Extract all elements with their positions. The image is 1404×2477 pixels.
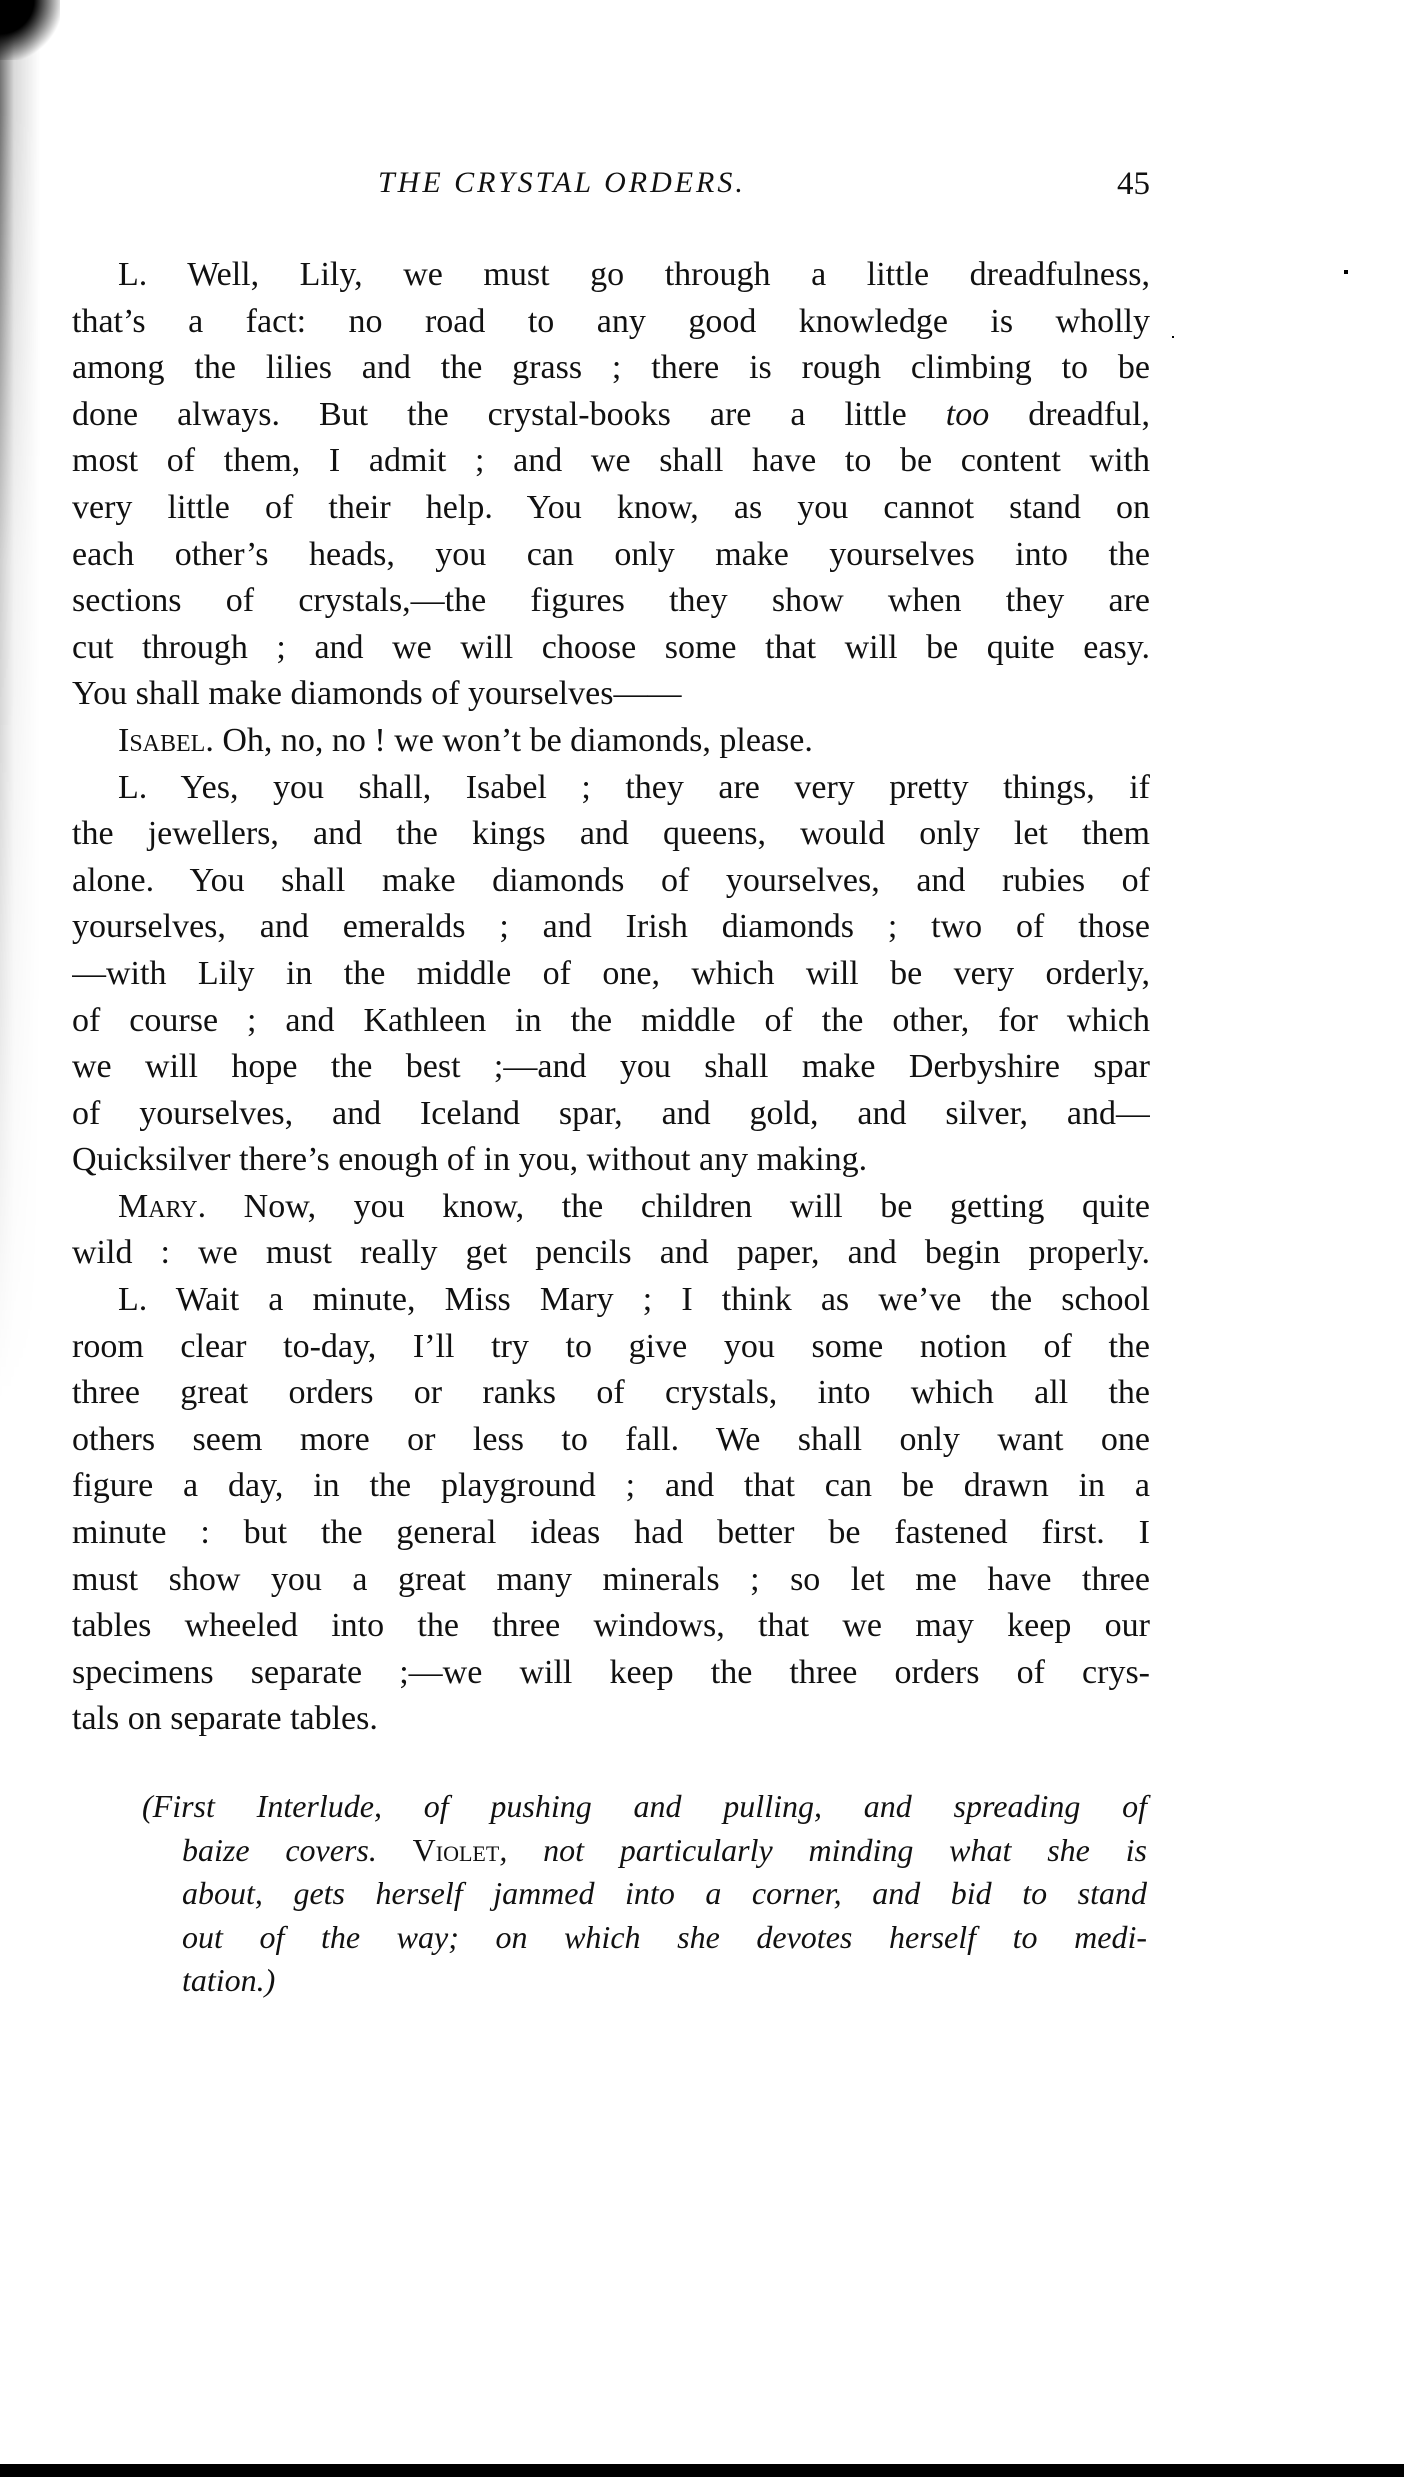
text-segment: very little of their help. You know, as you cannot stand on <box>72 488 1150 526</box>
text-segment: You shall make diamonds of yourselves—— <box>72 675 682 713</box>
text-line <box>142 1829 1147 1873</box>
speaker-name: Violet <box>412 1831 500 1868</box>
text-line <box>72 1370 1150 1417</box>
text-segment: (First Interlude, of pushing and pulling, and spreading of <box>142 1788 1147 1824</box>
text-segment: too <box>945 395 990 433</box>
text-segment: that’s a fact: no road to any good knowledge is wholly <box>72 302 1150 340</box>
text-line <box>142 1959 1147 2003</box>
text-line <box>72 1230 1150 1277</box>
text-line <box>72 1044 1150 1091</box>
page-corner-shadow <box>0 0 60 60</box>
text-segment: L. Well, Lily, we must go through a little dreadfulness, <box>118 256 1150 293</box>
speaker-name: Isabel. <box>118 721 214 759</box>
text-segment: done always. But the crystal-books are a little <box>72 395 946 433</box>
text-segment: Now, you know, the children will be getting quite <box>206 1187 1150 1225</box>
text-line <box>72 811 1150 858</box>
text-line <box>72 1557 1150 1604</box>
text-line <box>142 1872 1147 1916</box>
text-line <box>72 1696 1150 1743</box>
scan-bottom-edge <box>0 2464 1404 2477</box>
scan-speck <box>1172 336 1174 338</box>
text-segment: most of them, I admit ; and we shall have to be content with <box>72 442 1150 480</box>
text-segment: L. Wait a minute, Miss Mary ; I think as we’ve the school <box>118 1281 1150 1319</box>
text-segment: dreadful, <box>989 395 1150 433</box>
text-line <box>72 485 1150 532</box>
chapter-title: THE CRYSTAL ORDERS. <box>378 166 746 199</box>
text-segment: sections of crystals,—the figures they show when they are <box>72 582 1150 620</box>
text-segment: about, gets herself jammed into a corner, and bid to stand <box>182 1875 1147 1911</box>
text-line <box>72 718 1150 765</box>
text-segment: others seem more or less to fall. We shall only want one <box>72 1420 1150 1458</box>
text-line <box>72 1463 1150 1510</box>
text-line <box>72 1277 1150 1324</box>
text-line <box>72 345 1150 392</box>
text-segment: minute : but the general ideas had better be fastened first. I <box>72 1514 1150 1552</box>
text-line <box>72 951 1150 998</box>
text-line <box>72 438 1150 485</box>
text-segment: tals on separate tables. <box>72 1700 378 1738</box>
text-segment: L. Yes, you shall, Isabel ; they are very pretty things, if <box>118 768 1150 806</box>
text-line <box>72 1324 1150 1371</box>
text-line <box>72 858 1150 905</box>
text-segment: out of the way; on which she devotes herself to medi- <box>182 1918 1147 1955</box>
text-segment: wild : we must really get pencils and paper, and begin properly. <box>72 1234 1150 1272</box>
speaker-name: Mary. <box>118 1187 207 1225</box>
text-segment: Quicksilver there’s enough of in you, without any making. <box>72 1141 868 1179</box>
text-line <box>72 252 1150 299</box>
text-line <box>72 1603 1150 1650</box>
text-segment: three great orders or ranks of crystals, into which all the <box>72 1374 1150 1412</box>
text-segment: Oh, no, no ! we won’t be diamonds, please. <box>213 721 813 759</box>
text-segment: yourselves, and emeralds ; and Irish diamonds ; two of those <box>72 908 1150 946</box>
running-head <box>72 166 1150 206</box>
text-segment: the jewellers, and the kings and queens, would only let them <box>72 815 1150 853</box>
text-segment: room clear to-day, I’ll try to give you some notion of the <box>72 1327 1150 1365</box>
text-segment: specimens separate ;—we will keep the three orders of crys- <box>72 1653 1150 1691</box>
text-segment: cut through ; and we will choose some that will be quite easy. <box>72 628 1150 666</box>
text-line <box>72 392 1150 439</box>
text-line <box>72 1650 1150 1697</box>
text-line <box>142 1785 1147 1829</box>
text-line <box>72 904 1150 951</box>
stage-direction-interlude <box>142 1785 1147 2003</box>
text-segment: figure a day, in the playground ; and that can be drawn in a <box>72 1467 1150 1505</box>
text-segment: among the lilies and the grass ; there is rough climbing to be <box>72 349 1150 387</box>
text-segment: we will hope the best ;—and you shall make Derbyshire spar <box>72 1048 1150 1086</box>
text-line <box>72 1417 1150 1464</box>
text-segment: tables wheeled into the three windows, that we may keep our <box>72 1607 1150 1645</box>
text-line <box>72 1184 1150 1231</box>
text-line <box>72 765 1150 812</box>
text-segment: —with Lily in the middle of one, which will be very orderly, <box>72 954 1150 992</box>
text-line <box>142 1916 1147 1960</box>
text-line <box>72 578 1150 625</box>
scan-speck <box>1344 270 1348 274</box>
text-segment: tation.) <box>182 1962 276 1998</box>
text-line <box>72 671 1150 718</box>
text-line <box>72 998 1150 1045</box>
text-line <box>72 299 1150 346</box>
text-segment: , not particularly minding what she is <box>499 1831 1148 1868</box>
text-segment: of yourselves, and Iceland spar, and gold, and silver, and— <box>72 1094 1150 1132</box>
page-gutter-shadow <box>0 0 40 1400</box>
body-text <box>72 252 1150 1743</box>
text-line <box>72 625 1150 672</box>
text-line <box>72 1510 1150 1557</box>
text-line <box>72 532 1150 579</box>
text-line <box>72 1137 1150 1184</box>
text-segment: of course ; and Kathleen in the middle of the other, for which <box>72 1001 1150 1039</box>
text-segment: must show you a great many minerals ; so let me have three <box>72 1560 1150 1598</box>
text-segment: each other’s heads, you can only make yourselves into the <box>72 535 1150 573</box>
text-line <box>72 1091 1150 1138</box>
text-segment: baize covers. <box>182 1831 413 1868</box>
page-number: 45 <box>1117 166 1150 202</box>
text-segment: alone. You shall make diamonds of yourselves, and rubies of <box>72 861 1150 899</box>
